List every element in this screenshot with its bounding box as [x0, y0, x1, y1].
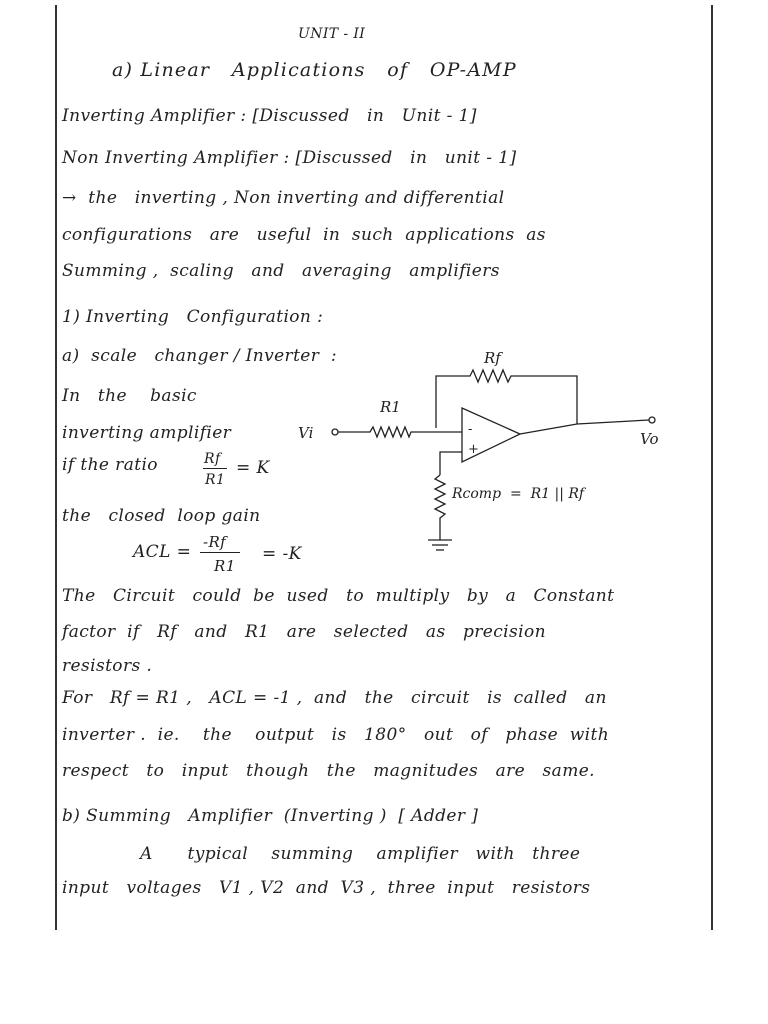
text-line: inverter . ie. the output is 180° out of phase with	[62, 725, 610, 745]
text-line: factor if Rf and R1 are selected as precision	[62, 622, 546, 642]
text-line: input voltages V1 , V2 and V3 , three input resistors	[62, 878, 591, 898]
gain-label: ACL =	[133, 542, 192, 562]
text-line: A typical summing amplifier with three	[140, 844, 581, 864]
text-line: if the ratio	[62, 455, 158, 475]
text-line: → the inverting , Non inverting and differential	[62, 188, 505, 208]
text-line: Non Inverting Amplifier : [Discussed in unit - 1]	[62, 148, 517, 168]
input-resistor-path	[338, 427, 462, 437]
r1-label: R1	[380, 398, 401, 416]
text-line: Inverting Amplifier : [Discussed in Unit - 1]	[62, 106, 477, 126]
feedback-path	[436, 370, 577, 428]
text-line: the closed loop gain	[62, 506, 261, 526]
gain-denominator: R1	[214, 557, 236, 575]
page-title: a) Linear Applications of OP-AMP	[112, 59, 517, 81]
ratio-numerator: Rf	[204, 451, 221, 467]
unit-heading: UNIT - II	[298, 26, 366, 42]
subsection-heading: b) Summing Amplifier (Inverting ) [ Adder ]	[62, 806, 479, 826]
vo-label: Vo	[640, 430, 659, 448]
vi-label: Vi	[298, 424, 314, 442]
text-line: Summing , scaling and averaging amplifiers	[62, 261, 500, 281]
section-heading: 1) Inverting Configuration :	[62, 307, 324, 327]
text-line: respect to input though the magnitudes are same.	[62, 761, 595, 781]
ratio-value: = K	[236, 458, 270, 478]
gain-value: = -K	[262, 544, 302, 564]
input-terminal	[332, 429, 338, 435]
output-wire	[520, 420, 649, 434]
output-terminal	[649, 417, 655, 423]
rf-label: Rf	[484, 349, 501, 367]
opamp-minus-sign: -	[468, 422, 473, 437]
rcomp-label: Rcomp = R1 || Rf	[452, 486, 585, 502]
text-line: In the basic	[62, 386, 197, 406]
opamp-plus-sign: +	[468, 442, 479, 457]
noninverting-input-path	[440, 452, 462, 475]
text-line: For Rf = R1 , ACL = -1 , and the circuit is called an	[62, 688, 607, 708]
rcomp-resistor	[435, 475, 445, 540]
gain-numerator: -Rf	[203, 533, 227, 551]
subsection-heading: a) scale changer / Inverter :	[62, 346, 338, 366]
ratio-denominator: R1	[205, 472, 226, 488]
text-line: The Circuit could be used to multiply by a Constant	[62, 586, 615, 606]
text-line: inverting amplifier	[62, 423, 232, 443]
text-line: resistors .	[62, 656, 153, 676]
text-line: configurations are useful in such applications as	[62, 225, 546, 245]
